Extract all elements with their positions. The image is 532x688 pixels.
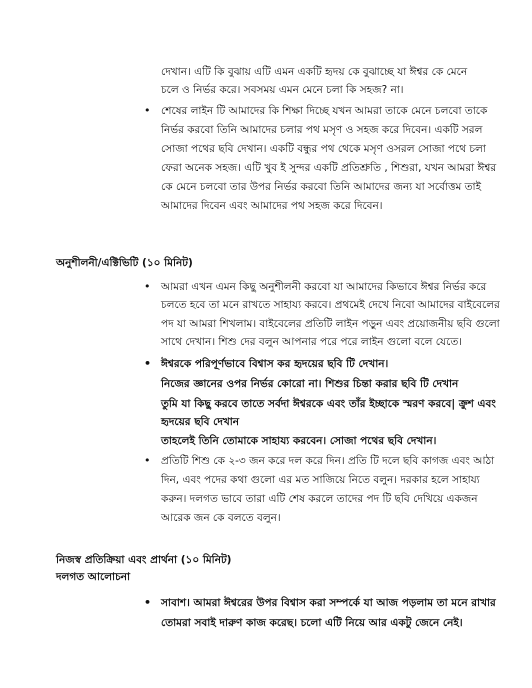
section-heading-response: নিজস্ব প্রতিক্রিয়া এবং প্রার্থনা (১০ মিনিট) <box>56 554 232 566</box>
paragraph-line: করুন। দলগত ভাবে তারা এটি শেষ করলে তাদের পদ টি ছবি দেখিয়ে একজন <box>161 493 478 505</box>
paragraph-line: প্রতিটি শিশু কে ২-৩ জন করে দল করে দিন। প্রতি টি দলে ছবি কাগজ এবং আঠা <box>161 455 495 467</box>
bullet-marker: • <box>144 104 151 117</box>
emphasis-line: সাবাশ। আমরা ঈশ্বরের উপর বিশ্বাস করা সম্পর্কে যা আজ পড়লাম তা মনে রাখার <box>161 597 496 609</box>
emphasis-line: তাহলেই তিনি তোমাকে সাহায্য করবেন। সোজা পথের ছবি দেখান। <box>161 435 437 447</box>
paragraph-line: আরেক জন কে বলতে বলুন। <box>161 512 281 524</box>
paragraph-line: আমরা এখন এমন কিছু অনুশীলনী করবো যা আমাদের কিভাবে ঈশ্বর নির্ভর করে <box>161 281 487 293</box>
section-heading-activity: অনুশীলনী/এক্টিভিটি (১০ মিনিট) <box>56 257 193 269</box>
paragraph-line: চলে ও নির্ভর করে। সবসময় এমন মেনে চলা কি সহজ? না। <box>161 84 404 96</box>
paragraph-line: শেষের লাইন টি আমাদের কি শিক্ষা দিচ্ছে যখন আমরা তাকে মেনে চলবো তাকে <box>161 105 488 117</box>
paragraph-line: দেখান। এটি কি বুঝায় এটি এমন একটি হৃদয় কে বুঝাচ্ছে যা ঈশ্বর কে মেনে <box>161 66 468 78</box>
bullet-marker: • <box>144 454 151 467</box>
subheading-group-discussion: দলগত আলোচনা <box>56 571 131 583</box>
emphasis-line: নিজের জ্ঞানের ওপর নির্ভর কোরো না। শিশুর চিন্তা করার ছবি টি দেখান <box>161 378 459 390</box>
emphasis-line: ঈশ্বরকে পরিপূর্ণভাবে বিশ্বাস কর হৃদয়ের ছবি টি দেখান। <box>161 358 389 370</box>
paragraph-line: সোজা পথের ছবি দেখান। একটি বন্ধুর পথ থেকে মসৃণ ওসরল সোজা পথে চলা <box>161 143 486 155</box>
emphasis-line: তোমরা সবাই দারুণ কাজ করেছ। চলো এটি নিয়ে আর একটু জেনে নেই। <box>161 617 463 629</box>
paragraph-line: কে মেনে চলবো তার উপর নির্ভর করবো তিনি আমাদের জন্য যা সর্বোত্তম তাই <box>161 181 482 193</box>
paragraph-line: পদ যা আমরা শিখলাম। বাইবেলের প্রতিটি লাইন পড়ুন এবং প্রয়োজনীয় ছবি গুলো <box>161 318 500 330</box>
paragraph-line: সাথে দেখান। শিশু দের বলুন আপনার পরে পরে লাইন গুলো বলে যেতে। <box>161 336 462 348</box>
paragraph-line: আমাদের দিবেন এবং আমাদের পথ সহজ করে দিবেন। <box>161 200 383 212</box>
paragraph-line: ফেরা অনেক সহজ। এটি খুব ই সুন্দর একটি প্রতিশ্রুতি , শিশুরা, যখন আমরা ঈশ্বর <box>161 162 497 174</box>
paragraph-line: নির্ভর করবো তিনি আমাদের চলার পথ মসৃণ ও সহজ করে দিবেন। একটি সরল <box>161 124 483 136</box>
emphasis-line: তুমি যা কিছু করবে তাতে সর্বদা ঈশ্বরকে এবং তাঁর ইচ্ছাকে স্মরণ করবে| ক্রুশ এবং <box>161 398 496 410</box>
emphasis-line: হৃদয়ের ছবি দেখান <box>161 416 240 428</box>
bullet-marker: • <box>144 280 151 293</box>
paragraph-line: চলতে হবে তা মনে রাখতে সাহায্য করবে। প্রথমেই দেখে নিবো আমাদের বাইবেলের <box>161 299 500 311</box>
paragraph-line: দিন, এবং পদের কথা গুলো এর মত সাজিয়ে নিতে বলুন। দরকার হলে সাহায্য <box>161 474 480 486</box>
bullet-marker: • <box>144 596 152 609</box>
bullet-marker: • <box>144 357 152 370</box>
